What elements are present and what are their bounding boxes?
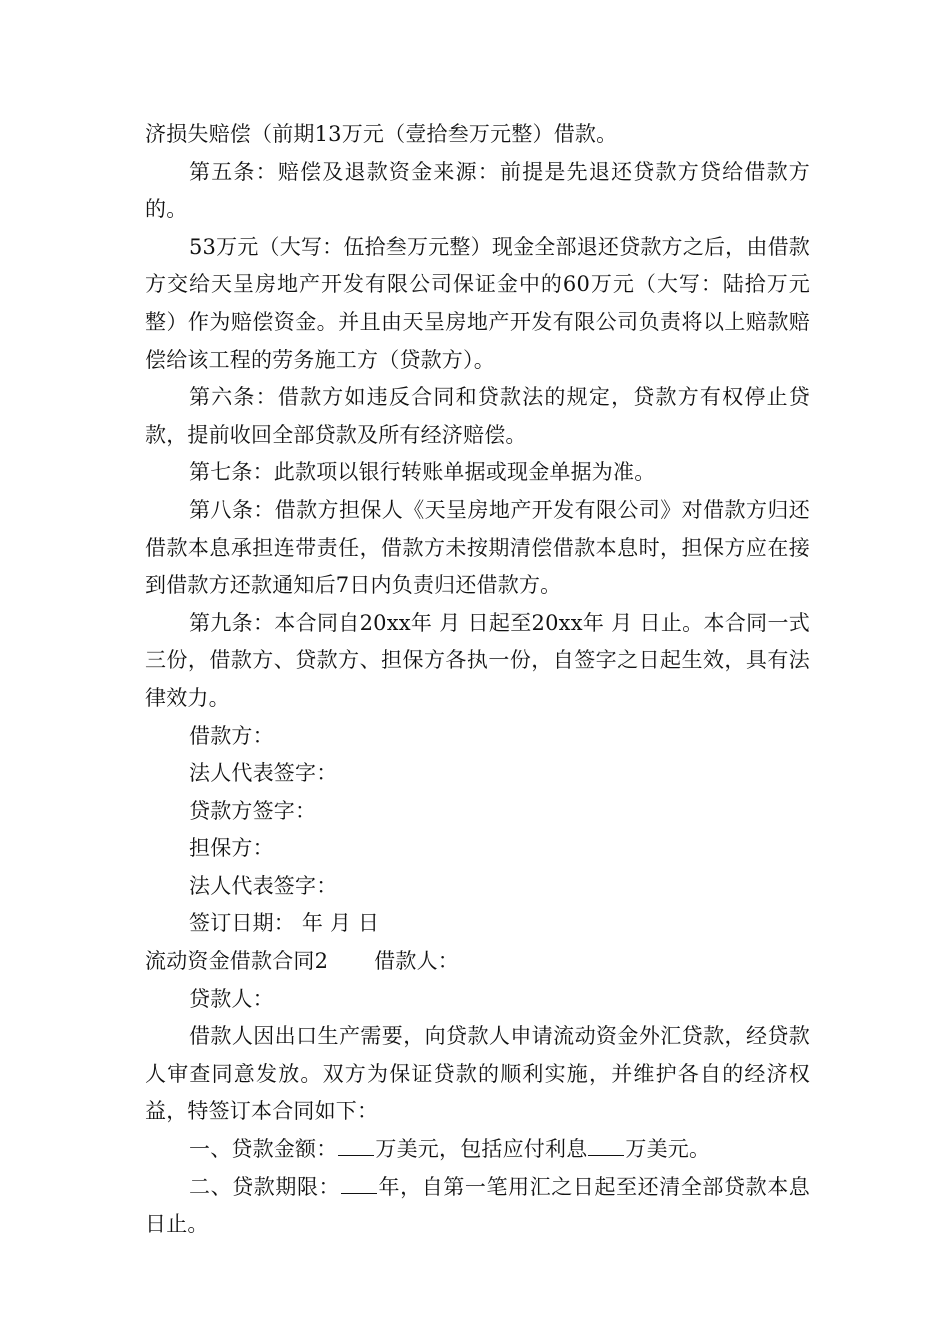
clause-2-rest: 年，自第一笔用汇之日起至还清全部贷款本息日止。 (145, 1174, 811, 1237)
document-body (145, 116, 810, 1244)
paragraph-article-7: 第七条：此款项以银行转账单据或现金单据为准。 (189, 460, 656, 485)
paragraph-article-8: 第八条：借款方担保人《天呈房地产开发有限公司》对借款方归还借款本息承担连带责任，借款方未按期清偿借款本息时，担保方应在接到借款方还款通知后7日内负责归还借款方。 (145, 497, 810, 598)
interest-blank[interactable] (588, 1135, 624, 1156)
paragraph-article-5: 第五条：赔偿及退款资金来源：前提是先退还贷款方贷给借款方的。 (145, 159, 810, 222)
paragraph-article-9: 第九条：本合同自20xx年 月 日起至20xx年 月 日止。本合同一式三份，借款方、贷款方、担保方各执一份，自签字之日起生效，具有法律效力。 (145, 610, 810, 710)
paragraph-loss-compensation: 济损失赔偿（前期13万元（壹拾叁万元整）借款。 (145, 122, 618, 146)
clause-1-middle: 万美元，包括应付利息 (375, 1137, 588, 1162)
clause-loan-term (145, 1169, 810, 1244)
signature-legal-rep-2: 法人代表签字： (189, 873, 338, 898)
clause-1-label: 一、贷款金额： (189, 1137, 338, 1162)
contract-2-title: 流动资金借款合同2 (145, 949, 329, 974)
signature-borrower: 借款方： (189, 723, 274, 748)
signature-lender: 贷款方签字： (189, 798, 317, 823)
contract-2-intro: 借款人因出口生产需要，向贷款人申请流动资金外汇贷款，经贷款人审查同意发放。双方为保证贷款的顺利实施，并维护各自的经济权益，特签订本合同如下： (145, 1024, 810, 1124)
paragraph-article-6: 第六条：借款方如违反合同和贷款法的规定，贷款方有权停止贷款，提前收回全部贷款及所有经济赔偿。 (145, 385, 810, 447)
signature-legal-rep-1: 法人代表签字： (189, 761, 338, 786)
contract-2-borrower-label: 借款人： (374, 949, 459, 974)
contract-2-lender-label: 贷款人： (189, 986, 274, 1011)
paragraph-refund-source: 53万元（大写：伍拾叁万元整）现金全部退还贷款方之后，由借款方交给天呈房地产开发有限公司保证金中的60万元（大写：陆拾万元整）作为赔偿资金。并且由天呈房地产开发有限公司负责将以上赔款赔偿给该工程的劳务施工方（贷款方）。 (145, 234, 810, 372)
clause-loan-amount (145, 1131, 810, 1169)
signing-date: 签订日期： 年 月 日 (189, 911, 380, 936)
term-blank[interactable] (341, 1173, 377, 1194)
signature-guarantor: 担保方： (189, 836, 274, 861)
clause-2-label: 二、贷款期限： (189, 1174, 341, 1199)
amount-blank[interactable] (338, 1135, 374, 1156)
clause-1-end: 万美元。 (625, 1137, 711, 1162)
contract-2-heading (145, 943, 810, 981)
